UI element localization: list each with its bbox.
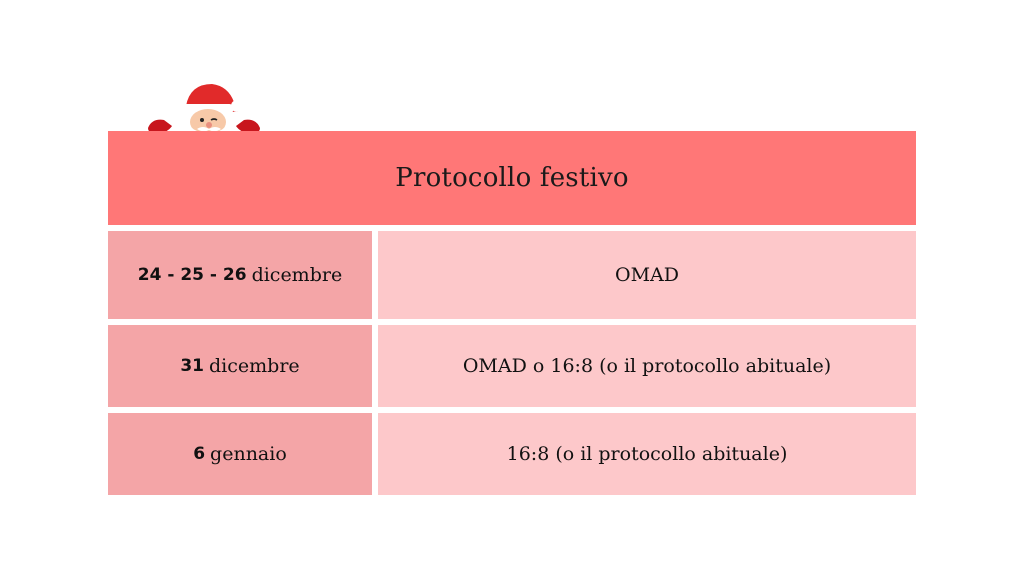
table-row [108,413,916,495]
date-month: dicembre [209,355,300,377]
protocol-cell [378,413,916,495]
protocol-cell [378,325,916,407]
date-cell [108,231,372,319]
protocol-table [108,131,916,495]
table-row [108,325,916,407]
date-bold: 6 [193,444,206,464]
table-title: Protocollo festivo [395,163,629,193]
date-cell [108,413,372,495]
protocol-text: OMAD o 16:8 (o il protocollo abituale) [462,355,832,377]
date-bold: 24 - 25 - 26 [137,265,247,285]
protocol-cell [378,231,916,319]
table-row [108,231,916,319]
date-month: gennaio [210,443,287,465]
date-cell [108,325,372,407]
date-bold: 31 [180,356,205,376]
protocol-text: 16:8 (o il protocollo abituale) [506,443,788,465]
date-month: dicembre [251,264,343,286]
protocol-text: OMAD [615,264,679,286]
table-header [108,131,916,225]
